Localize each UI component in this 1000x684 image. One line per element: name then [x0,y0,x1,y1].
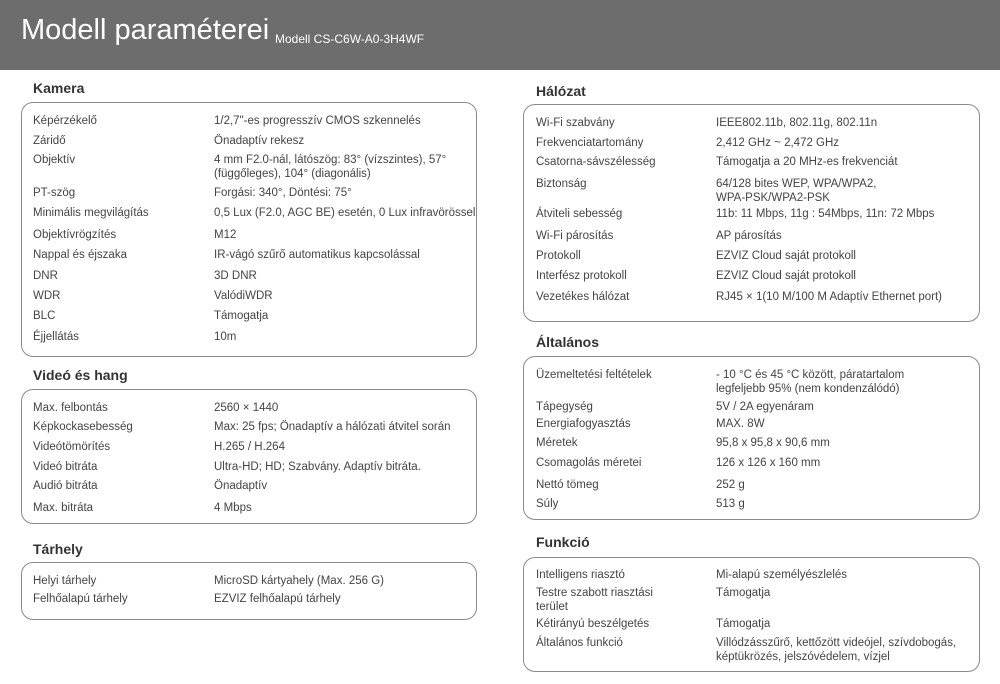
spec-value: Villódzásszűrő, kettőzött videójel, szívdobogás, képtükrözés, jelszóvédelem, vízjel [716,637,957,663]
spec-label: Biztonság [536,178,587,190]
spec-value: 3D DNR [214,270,257,282]
spec-label: Kétirányú beszélgetés [536,618,650,630]
spec-value: Mi-alapú személyészlelés [716,569,848,581]
spec-label: Felhőalapú tárhely [33,593,128,605]
spec-label: Frekvenciatartomány [536,137,644,149]
spec-label: Képérzékelő [33,115,97,127]
section-title-kamera: Kamera [33,80,85,96]
spec-value: Önadaptív [214,480,268,492]
spec-label: Wi-Fi párosítás [536,230,614,242]
spec-value: EZVIZ felhőalapú tárhely [214,593,341,605]
spec-value: IR-vágó szűrő automatikus kapcsolással [214,249,420,261]
spec-label: Képkockasebesség [33,421,133,433]
spec-value: IEEE802.11b, 802.11g, 802.11n [716,117,878,129]
section-title-funkcio: Funkció [536,534,590,550]
spec-label: DNR [33,270,58,282]
spec-value: Támogatja [716,587,771,599]
spec-label: Méretek [536,437,578,449]
spec-label: Tápegység [536,401,593,413]
spec-value: 126 x 126 x 160 mm [716,457,821,469]
spec-value: 513 g [716,498,745,510]
section-title-video: Videó és hang [33,367,128,383]
spec-value: EZVIZ Cloud saját protokoll [716,270,856,282]
spec-value: Max: 25 fps; Önadaptív a hálózati átvitel során [214,421,451,433]
spec-value: Támogatja a 20 MHz-es frekvenciát [716,156,898,168]
spec-label: Csatorna-sávszélesség [536,156,656,168]
spec-label: PT-szög [33,187,76,199]
spec-label: Protokoll [536,250,581,262]
spec-value: 95,8 x 95,8 x 90,6 mm [716,437,830,449]
spec-value: - 10 °C és 45 °C között, páratartalom legfeljebb 95% (nem kondenzálódó) [716,369,905,395]
section-box-tarhely [21,562,477,620]
spec-label: Max. felbontás [33,402,108,414]
spec-value: 5V / 2A egyenáram [716,401,814,413]
spec-value: EZVIZ Cloud saját protokoll [716,250,856,262]
spec-label: BLC [33,310,56,322]
spec-value: H.265 / H.264 [214,441,285,453]
section-title-altalanos: Általános [536,334,600,350]
header-banner [0,0,1000,70]
spec-value: ValódiWDR [214,290,273,302]
spec-value: MicroSD kártyahely (Max. 256 G) [214,575,384,587]
spec-label: Minimális megvilágítás [33,207,149,219]
spec-value: 0,5 Lux (F2.0, AGC BE) esetén, 0 Lux infravörössel [214,207,476,219]
spec-label: Helyi tárhely [33,575,97,587]
spec-value: Önadaptív rekesz [214,135,305,147]
spec-value: AP párosítás [716,230,782,242]
spec-value: M12 [214,229,237,241]
spec-label: Intelligens riasztó [536,569,625,581]
spec-value: Forgási: 340°, Döntési: 75° [214,187,352,199]
page-title: Modell paraméterei [21,14,270,46]
spec-label: Súly [536,498,559,510]
spec-label: Objektív [33,154,76,166]
spec-label: Objektívrögzítés [33,229,117,241]
section-title-tarhely: Tárhely [33,541,83,557]
spec-label: Csomagolás méretei [536,457,642,469]
spec-value: Támogatja [214,310,269,322]
spec-value: 10m [214,331,237,343]
spec-label: Nappal és éjszaka [33,249,127,261]
spec-value: 252 g [716,479,745,491]
spec-label: Üzemeltetési feltételek [536,369,652,381]
spec-label: Átviteli sebesség [536,208,623,220]
spec-label: Testre szabott riasztási terület [536,587,653,613]
spec-value: Ultra-HD; HD; Szabvány. Adaptív bitráta. [214,461,421,473]
spec-value: 2,412 GHz ~ 2,472 GHz [716,137,840,149]
spec-label: Audió bitráta [33,480,98,492]
spec-label: Videótömörítés [33,441,111,453]
spec-label: Videó bitráta [33,461,98,473]
spec-value: 64/128 bites WEP, WPA/WPA2, WPA-PSK/WPA2-PSK [716,178,877,204]
spec-value: 4 mm F2.0-nál, látószög: 83° (vízszintes), 57° (függőleges), 104° (diagonális) [214,154,447,180]
spec-label: Vezetékes hálózat [536,291,630,303]
spec-value: 1/2,7"-es progresszív CMOS szkennelés [214,115,421,127]
spec-value: MAX. 8W [716,418,765,430]
spec-label: Általános funkció [536,637,623,649]
spec-value: Támogatja [716,618,771,630]
spec-value: 2560 × 1440 [214,402,279,414]
spec-value: 4 Mbps [214,502,252,514]
spec-label: Max. bitráta [33,502,94,514]
section-title-halozat: Hálózat [536,83,586,99]
spec-label: Záridő [33,135,66,147]
spec-label: Interfész protokoll [536,270,627,282]
spec-value: 11b: 11 Mbps, 11g : 54Mbps, 11n: 72 Mbps [716,208,935,220]
model-number: Modell CS-C6W-A0-3H4WF [275,32,425,46]
spec-label: Energiafogyasztás [536,418,631,430]
spec-label: WDR [33,290,61,302]
spec-label: Éjjellátás [33,331,80,343]
spec-value: RJ45 × 1(10 M/100 M Adaptív Ethernet port) [716,291,942,303]
spec-label: Nettó tömeg [536,479,599,491]
spec-label: Wi-Fi szabvány [536,117,615,129]
